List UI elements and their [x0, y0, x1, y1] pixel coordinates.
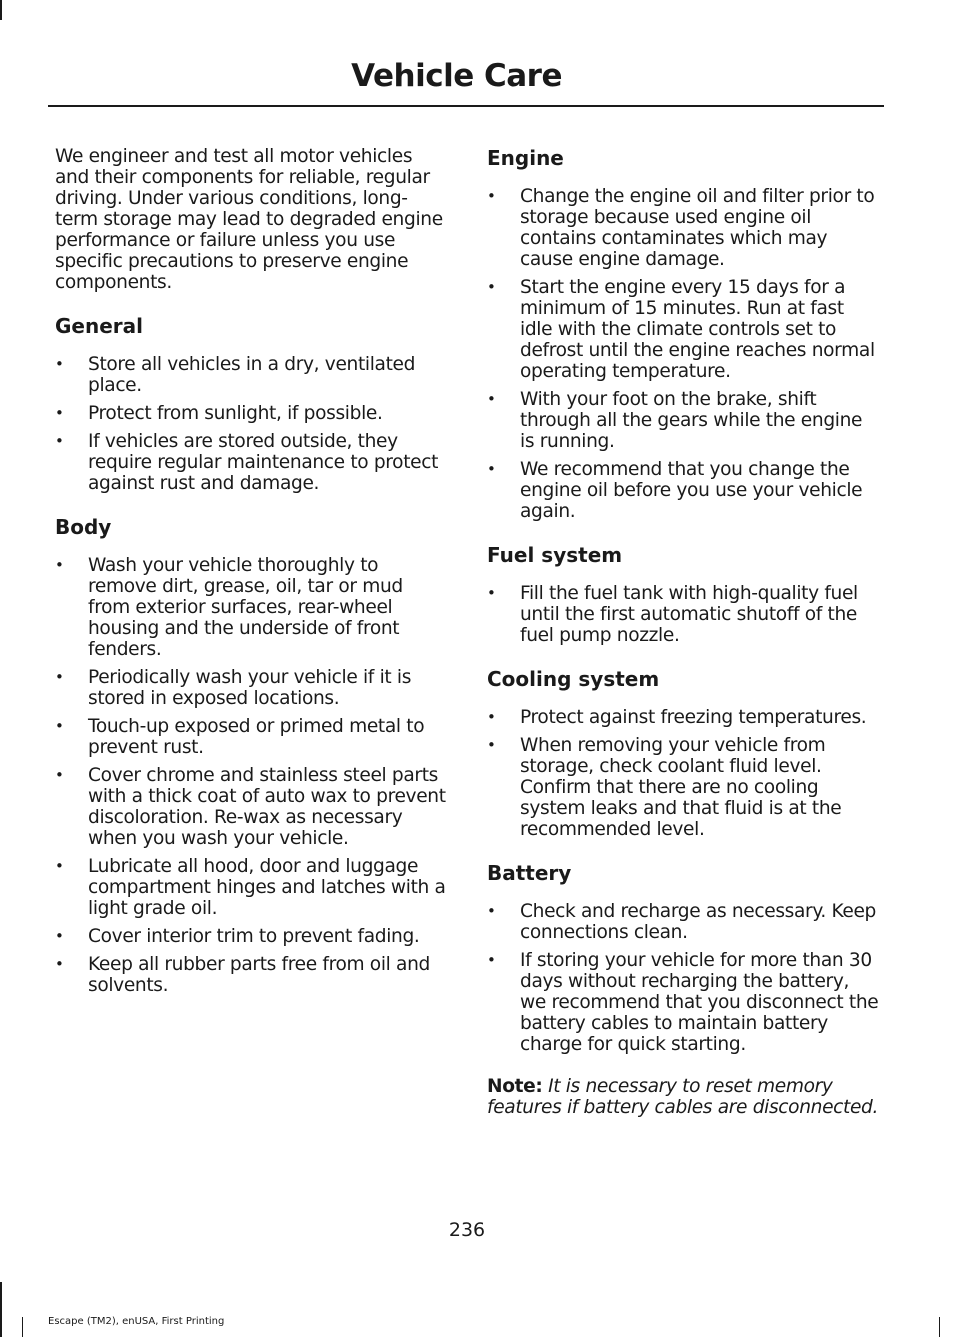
list-item: • Cover chrome and stainless steel parts with a thick coat of auto wax to prevent discoloration. Re-wax as necessary when you wash your vehicle.	[55, 765, 447, 849]
note-label: Note:	[487, 1076, 543, 1097]
list-item: • Lubricate all hood, door and luggage compartment hinges and latches with a light grade oil.	[55, 856, 447, 919]
engine-list	[487, 186, 880, 522]
left-column	[55, 146, 447, 1017]
list-item: • Fill the fuel tank with high-quality fuel until the first automatic shutoff of the fuel pump nozzle.	[487, 583, 880, 646]
section-heading-cooling-system: Cooling system	[487, 667, 660, 691]
list-item: • We recommend that you change the engine oil before you use your vehicle again.	[487, 459, 880, 522]
crop-mark-bottom-left	[0, 1282, 2, 1337]
list-item: • Store all vehicles in a dry, ventilated place.	[55, 354, 447, 396]
list-item: • Keep all rubber parts free from oil and solvents.	[55, 954, 447, 996]
header-rule	[48, 105, 884, 107]
crop-mark-bottom-right	[939, 1317, 940, 1337]
crop-mark-top-left	[0, 0, 2, 20]
list-item: • If storing your vehicle for more than 30 days without recharging the battery, we recommend that you disconnect the battery cables to maintain battery charge for quick starting.	[487, 950, 880, 1055]
list-item: • Change the engine oil and filter prior to storage because used engine oil contains contaminates which may cause engine damage.	[487, 186, 880, 270]
list-item: • Check and recharge as necessary. Keep connections clean.	[487, 901, 880, 943]
right-column	[487, 146, 880, 1118]
list-item: • Periodically wash your vehicle if it is stored in exposed locations.	[55, 667, 447, 709]
fuel-list	[487, 583, 880, 646]
page-number: 236	[448, 1219, 486, 1241]
intro-paragraph: We engineer and test all motor vehicles and their components for reliable, regular driving. Under various conditions, long-term storage may lead to degraded engine performance or failure unless you use specific precautions to preserve engine components.	[55, 146, 443, 293]
section-heading-engine: Engine	[487, 146, 564, 170]
page-header-title: Vehicle Care	[351, 58, 562, 94]
list-item: • Wash your vehicle thoroughly to remove dirt, grease, oil, tar or mud from exterior surfaces, rear-wheel housing and the underside of front fenders.	[55, 555, 447, 660]
general-list	[55, 354, 447, 494]
section-heading-general: General	[55, 314, 143, 338]
section-heading-body: Body	[55, 515, 112, 539]
list-item: • Protect against freezing temperatures.	[487, 707, 880, 728]
list-item: • If vehicles are stored outside, they require regular maintenance to protect against rust and damage.	[55, 431, 447, 494]
footer-text: Escape (TM2), enUSA, First Printing	[48, 1316, 225, 1327]
crop-mark-bottom-left-tick	[22, 1317, 23, 1337]
list-item: • When removing your vehicle from storage, check coolant fluid level. Confirm that there are no cooling system leaks and that fluid is at the recommended level.	[487, 735, 880, 840]
cooling-list	[487, 707, 880, 840]
list-item: • Start the engine every 15 days for a minimum of 15 minutes. Run at fast idle with the climate controls set to defrost until the engine reaches normal operating temperature.	[487, 277, 880, 382]
note-text: It is necessary to reset memory features if battery cables are disconnected.	[487, 1076, 879, 1118]
body-list	[55, 555, 447, 996]
list-item: • Cover interior trim to prevent fading.	[55, 926, 447, 947]
battery-list	[487, 901, 880, 1055]
list-item: • Touch-up exposed or primed metal to prevent rust.	[55, 716, 447, 758]
section-heading-battery: Battery	[487, 861, 572, 885]
list-item: • With your foot on the brake, shift through all the gears while the engine is running.	[487, 389, 880, 452]
note	[487, 1076, 880, 1118]
section-heading-fuel-system: Fuel system	[487, 543, 623, 567]
list-item: • Protect from sunlight, if possible.	[55, 403, 447, 424]
